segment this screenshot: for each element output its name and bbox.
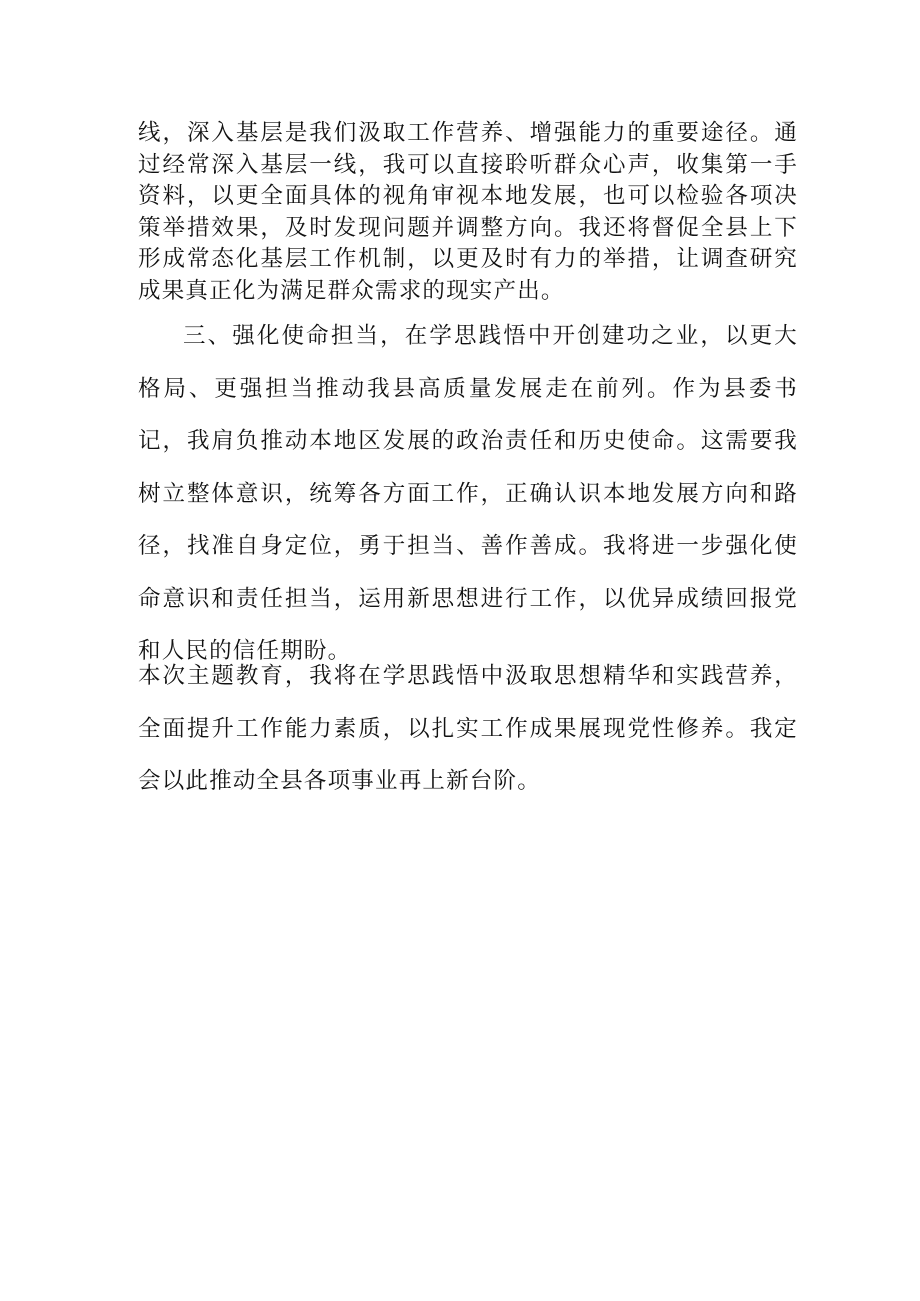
paragraph-grassroots: 线，深入基层是我们汲取工作营养、增强能力的重要途径。通过经常深入基层一线，我可以直接聆听群众心声，收集第一手资料，以更全面具体的视角审视本地发展，也可以检验各项决策举措效果，及时发现问题并调整方向。我还将督促全县上下形成常态化基层工作机制，以更及时有力的举措，让调查研究成果真正化为满足群众需求的现实产出。	[138, 120, 798, 304]
paragraph-conclusion: 本次主题教育，我将在学思践悟中汲取思想精华和实践营养，全面提升工作能力素质，以扎实工作成果展现党性修养。我定会以此推动全县各项事业再上新台阶。	[138, 663, 798, 794]
paragraph-mission: 三、强化使命担当，在学思践悟中开创建功之业，以更大格局、更强担当推动我县高质量发展走在前列。作为县委书记，我肩负推动本地区发展的政治责任和历史使命。这需要我树立整体意识，统筹各方面工作，正确认识本地发展方向和路径，找准自身定位，勇于担当、善作善成。我将进一步强化使命意识和责任担当，运用新思想进行工作，以优异成绩回报党和人民的信任期盼。	[138, 323, 798, 664]
